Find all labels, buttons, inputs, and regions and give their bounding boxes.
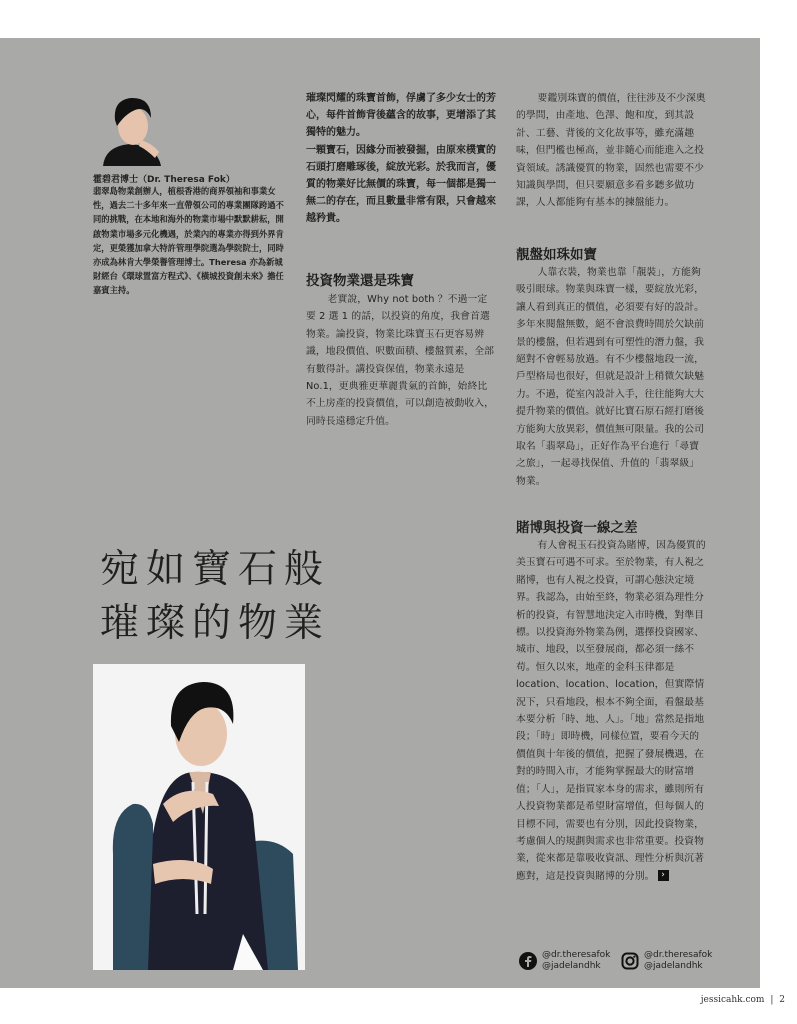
lead-paragraph-1: 璀璨閃耀的珠寶首飾，俘虜了多少女士的芳心，每件首飾背後蘊含的故事，更增添了其獨特的魅力。	[306, 93, 496, 139]
footer-divider: |	[770, 995, 774, 1005]
instagram-handle-1: @dr.theresafok	[644, 950, 713, 960]
author-portrait	[95, 88, 165, 166]
facebook-handle-2: @jadelandhk	[542, 961, 601, 971]
article-headline	[100, 543, 330, 651]
facebook-handles[interactable]	[519, 950, 610, 972]
lead-block	[306, 90, 496, 228]
author-name: 霍碧君博士（Dr. Theresa Fok）	[93, 175, 235, 185]
intro-body	[516, 90, 708, 212]
lead-paragraph-2: 一顆寶石，因緣分而被發掘，由原來樸實的石頭打磨雕琢後，綻放光彩。於我而言，優質的物業好比無價的珠寶，每一個都是獨一無二的存在，而且數量非常有限，只會越來越矜貴。	[306, 144, 496, 225]
end-mark-icon: ›	[658, 870, 669, 881]
headline-line-1: 宛如寶石般	[100, 547, 331, 592]
site-name: jessicahk.com	[700, 995, 765, 1005]
facebook-handle-1: @dr.theresafok	[542, 950, 611, 960]
section-body-invest-or-jewel	[306, 291, 496, 430]
section-title-gamble-or-invest: 賭博與投資一線之差	[516, 520, 638, 536]
headline-line-2: 璀璨的物業	[100, 601, 331, 646]
section-body-design	[516, 264, 708, 490]
instagram-handle-2: @jadelandhk	[644, 961, 703, 971]
section-paragraph: 有人會視玉石投資為賭博，因為優質的美玉寶石可遇不可求。至於物業，有人視之賭博，也有人視之投資，可謂心態決定境界。我認為，由始至終，物業必須為理性分析的投資，有智慧地決定入市時機，對準目標。以投資海外物業為例，選擇投資國家、城市、地段，以至發展商，都必須一絲不苟。恒久以來，地產的金科玉律都是 location、location、location，但實際情況下，只看地段，根本不夠全面，看盤最基本要分析「時、地、人」。「地」當然是指地段；「時」即時機，同樣位置，要看今天的價值與十年後的價值，把握了發展機遇，在對的時間入市，才能夠掌握最大的財富增值；「人」，是指買家本身的需求，雖則所有人投資物業都是希望財富增值，但每個人的目標不同，需要也有分別，因此投資物業，考慮個人的規劃與需求也非常重要。投資物業，從來都是靠吸收資訊、理性分析與沉著應對，這是投資與賭博的分別。 ›	[516, 540, 706, 882]
instagram-icon	[621, 952, 639, 970]
instagram-handles[interactable]	[621, 950, 712, 972]
section-body-gamble-or-invest	[516, 537, 708, 885]
facebook-icon	[519, 952, 537, 970]
author-photo	[93, 664, 305, 970]
section-paragraph: 人靠衣裝，物業也靠「靚裝」，方能夠吸引眼球。物業與珠寶一樣，要綻放光彩，讓人看到真正的價值，必須要有好的設計。多年來閱盤無數，絕不會浪費時間於欠缺前景的樓盤，但若遇到有可塑性的潛力盤，我絕對不會輕易放過。有不少樓盤地段一流，戶型格局也很好，但就是設計上稍微欠缺魅力。不過，從室內設計入手，往往能夠大大提升物業的價值。就好比寶石原石經打磨後方能夠大放異彩，價值無可限量。我的公司取名「翡翠島」，正好作為平台進行「尋寶之旅」，一起尋找保值、升值的「翡翠級」物業。	[516, 267, 705, 487]
section-title-design: 靚盤如珠如寶	[516, 247, 597, 263]
page-number: 2	[779, 995, 785, 1005]
intro-paragraph: 要鑑別珠寶的價值，往往涉及不少深奧的學問，由產地、色澤、飽和度，到其設計、工藝、背後的文化故事等，雖充滿趣味，但門檻也極高，並非隨心而能進入之投資領域。誘識優質的物業，固然也需要不少知識與學問，但只要願意多看多聽多做功課，人人都能夠有基本的揀盤能力。	[516, 93, 706, 209]
author-bio: 翡翠島物業創辦人，植根香港的商界領袖和事業女性，過去二十多年來一直帶領公司的專業團隊跨過不同的挑戰，在本地和海外的物業市場中默默耕耘，開啟物業市場多元化機遇，於業內的專業亦得到外界肯定，更榮獲加拿大特許管理學院選為學院院士，同時亦成為林肯大學榮譽管理博士。Theresa 亦為新城財經台《環球置富方程式》、《橫城投資創未來》擔任嘉賓主持。	[93, 186, 284, 296]
page-footer	[701, 995, 785, 1005]
section-paragraph: 老實說，Why not both ？不過一定要 2 選 1 的話，以投資的角度，我會首選物業。論投資，物業比珠寶玉石更容易辨識，地段價值、呎數面積、樓盤質素，全部有數得計。講投資保值，物業永遠是 No.1，更典雅更華麗貴氣的首飾，始終比不上房產的投資價值，可以創造被動收入，同時長遠穩定升值。	[306, 294, 495, 427]
section-title-invest-or-jewel: 投資物業還是珠寶	[306, 273, 414, 289]
